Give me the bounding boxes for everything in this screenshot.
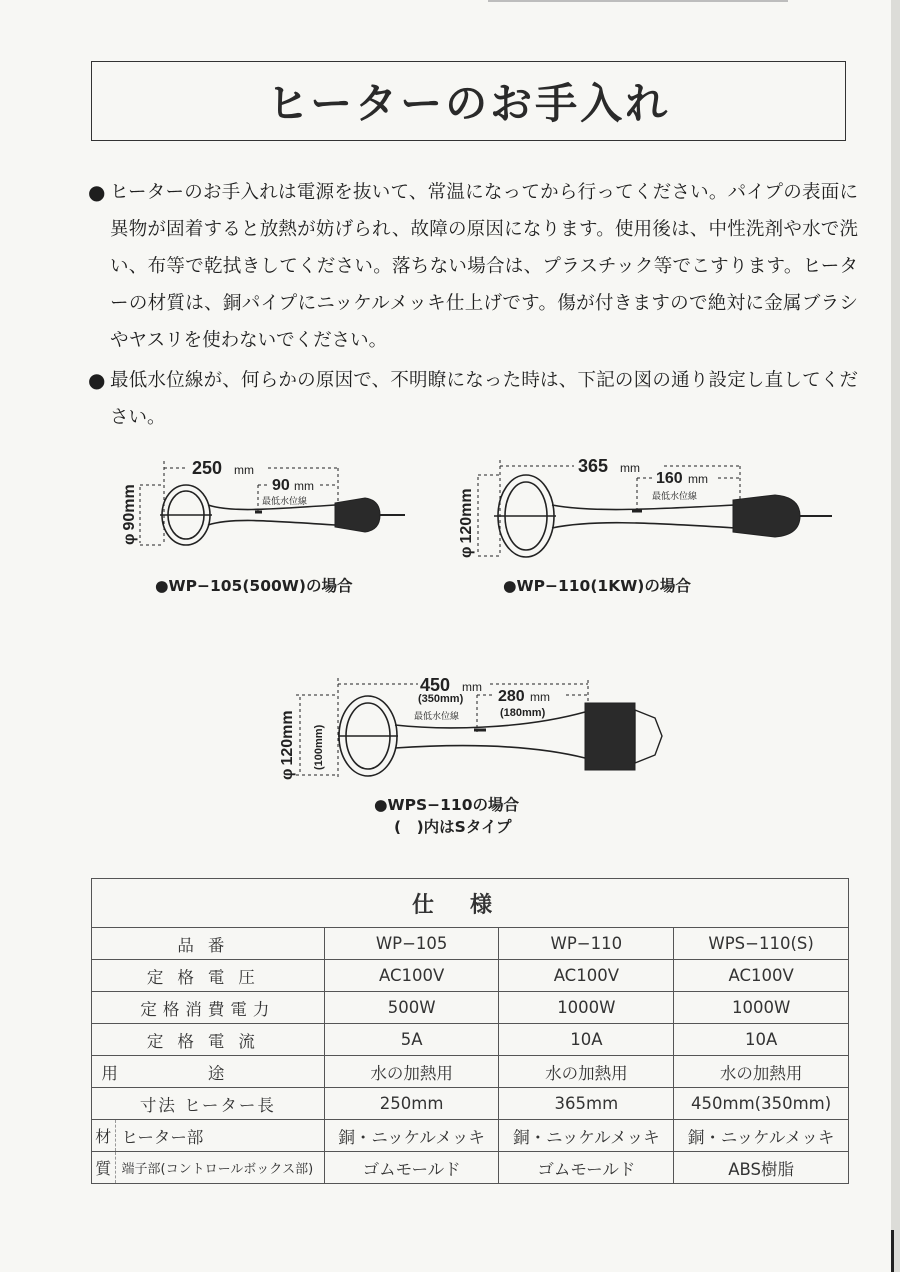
cell-wp110: 10A bbox=[499, 1024, 674, 1056]
heater-pipe bbox=[494, 475, 735, 557]
material-char-2: 質 bbox=[92, 1152, 116, 1184]
cell-wp105: 5A bbox=[324, 1024, 499, 1056]
water-line-label: 最低水位線 bbox=[262, 496, 308, 506]
dim-water-line: 160 bbox=[656, 470, 683, 487]
page-title: ヒーターのお手入れ bbox=[266, 79, 671, 128]
cell-wps110: AC100V bbox=[674, 960, 849, 992]
row-label: 用途 bbox=[92, 1056, 325, 1088]
cell-wps110: ABS樹脂 bbox=[674, 1152, 849, 1184]
dim-water-line-unit: mm bbox=[294, 479, 314, 493]
row-label: 端子部(コントロールボックス部) bbox=[115, 1152, 324, 1184]
heater-pipe bbox=[338, 696, 585, 776]
diameter-symbol: φ bbox=[279, 768, 296, 780]
diameter-value: 90mm bbox=[121, 484, 138, 531]
dim-length-s: (350mm) bbox=[418, 693, 464, 705]
caption-wps110-s-type: ( )内はSタイプ bbox=[394, 818, 512, 836]
cell-wps110: 450mm(350mm) bbox=[674, 1088, 849, 1120]
cell-wps110: 銅・ニッケルメッキ bbox=[674, 1120, 849, 1152]
cell-wp110: AC100V bbox=[499, 960, 674, 992]
table-row bbox=[92, 1088, 849, 1120]
cell-wp110: 1000W bbox=[499, 992, 674, 1024]
dim-water-line-s: (180mm) bbox=[500, 707, 546, 719]
dim-length: 365 bbox=[578, 456, 609, 476]
row-label: 寸法 ヒーター長 bbox=[92, 1088, 325, 1120]
cell-wp105: ゴムモールド bbox=[324, 1152, 499, 1184]
cell-wps110: 水の加熱用 bbox=[674, 1056, 849, 1088]
control-box-cap bbox=[635, 710, 662, 763]
spec-table bbox=[91, 878, 849, 1184]
table-row bbox=[92, 1056, 849, 1088]
row-label: ヒーター部 bbox=[115, 1120, 324, 1152]
caption-wps110: ●WPS−110の場合 bbox=[374, 796, 519, 814]
dim-diameter bbox=[279, 710, 296, 780]
diagram-wp110 bbox=[458, 456, 832, 558]
cell-wp105: 500W bbox=[324, 992, 499, 1024]
cell-wp105: 250mm bbox=[324, 1088, 499, 1120]
water-line-label: 最低水位線 bbox=[414, 711, 460, 721]
dim-length-unit: mm bbox=[462, 680, 482, 694]
bullet-mark: ● bbox=[88, 368, 106, 392]
bullet-text: 最低水位線が、何らかの原因で、不明瞭になった時は、下記の図の通り設定し直してください。 bbox=[110, 370, 858, 428]
dim-diameter-s: (100mm) bbox=[313, 724, 325, 770]
dim-water-line: 90 bbox=[272, 477, 290, 494]
diagram-wp105 bbox=[121, 458, 405, 545]
cell-wp105: 銅・ニッケルメッキ bbox=[324, 1120, 499, 1152]
terminal-block bbox=[335, 498, 380, 532]
cell-wp105: WP−105 bbox=[324, 928, 499, 960]
spec-table-title: 仕様 bbox=[92, 879, 849, 928]
diameter-symbol: φ bbox=[121, 533, 138, 545]
diameter-value: 120mm bbox=[279, 710, 296, 766]
cell-wp105: AC100V bbox=[324, 960, 499, 992]
cell-wps110: 10A bbox=[674, 1024, 849, 1056]
caption-wp105: ●WP−105(500W)の場合 bbox=[155, 577, 353, 595]
table-row bbox=[92, 1120, 849, 1152]
dim-length-unit: mm bbox=[234, 463, 254, 477]
cell-wps110: WPS−110(S) bbox=[674, 928, 849, 960]
dim-water-line: 280 bbox=[498, 688, 525, 705]
diagram-wps110 bbox=[279, 675, 662, 780]
heater-pipe bbox=[160, 485, 335, 545]
row-label: 定格電流 bbox=[92, 1024, 325, 1056]
table-row bbox=[92, 992, 849, 1024]
cell-wps110: 1000W bbox=[674, 992, 849, 1024]
cell-wp110: 銅・ニッケルメッキ bbox=[499, 1120, 674, 1152]
row-label: 定格消費電力 bbox=[92, 992, 325, 1024]
cell-wp110: WP−110 bbox=[499, 928, 674, 960]
dim-length: 250 bbox=[192, 458, 223, 478]
row-label: 定格電圧 bbox=[92, 960, 325, 992]
table-row bbox=[92, 1152, 849, 1184]
dim-water-line-unit: mm bbox=[530, 690, 550, 704]
dim-diameter bbox=[121, 484, 138, 545]
bullet-text: ヒーターのお手入れは電源を抜いて、常温になってから行ってください。パイプの表面に異物が固着すると放熱が妨げられ、故障の原因になります。使用後は、中性洗剤や水で洗い、布等で乾拭きしてください。落ちない場合は、プラスチック等でこすります。ヒーターの材質は、銅パイプにニッケルメッキ仕上げです。傷が付きますので絶対に金属ブラシやヤスリを使わないでください。 bbox=[110, 182, 858, 351]
dim-length-unit: mm bbox=[620, 461, 640, 475]
bullet-mark: ● bbox=[88, 180, 106, 204]
table-row bbox=[92, 928, 849, 960]
water-line-label: 最低水位線 bbox=[652, 491, 698, 501]
control-box bbox=[585, 703, 635, 770]
terminal-block bbox=[733, 495, 800, 537]
page-right-edge-mark bbox=[891, 1230, 894, 1272]
dim-length: 450 bbox=[420, 675, 451, 695]
table-row bbox=[92, 960, 849, 992]
cell-wp110: 365mm bbox=[499, 1088, 674, 1120]
spec-table-title-row bbox=[92, 879, 849, 928]
cell-wp105: 水の加熱用 bbox=[324, 1056, 499, 1088]
dim-water-line-unit: mm bbox=[688, 472, 708, 486]
material-char-1: 材 bbox=[92, 1120, 116, 1152]
diameter-value: 120mm bbox=[458, 488, 475, 544]
row-label: 品番 bbox=[92, 928, 325, 960]
cell-wp110: ゴムモールド bbox=[499, 1152, 674, 1184]
cell-wp110: 水の加熱用 bbox=[499, 1056, 674, 1088]
table-row bbox=[92, 1024, 849, 1056]
caption-wp110: ●WP−110(1KW)の場合 bbox=[503, 577, 691, 595]
diameter-symbol: φ bbox=[458, 546, 475, 558]
dim-diameter bbox=[458, 488, 475, 558]
